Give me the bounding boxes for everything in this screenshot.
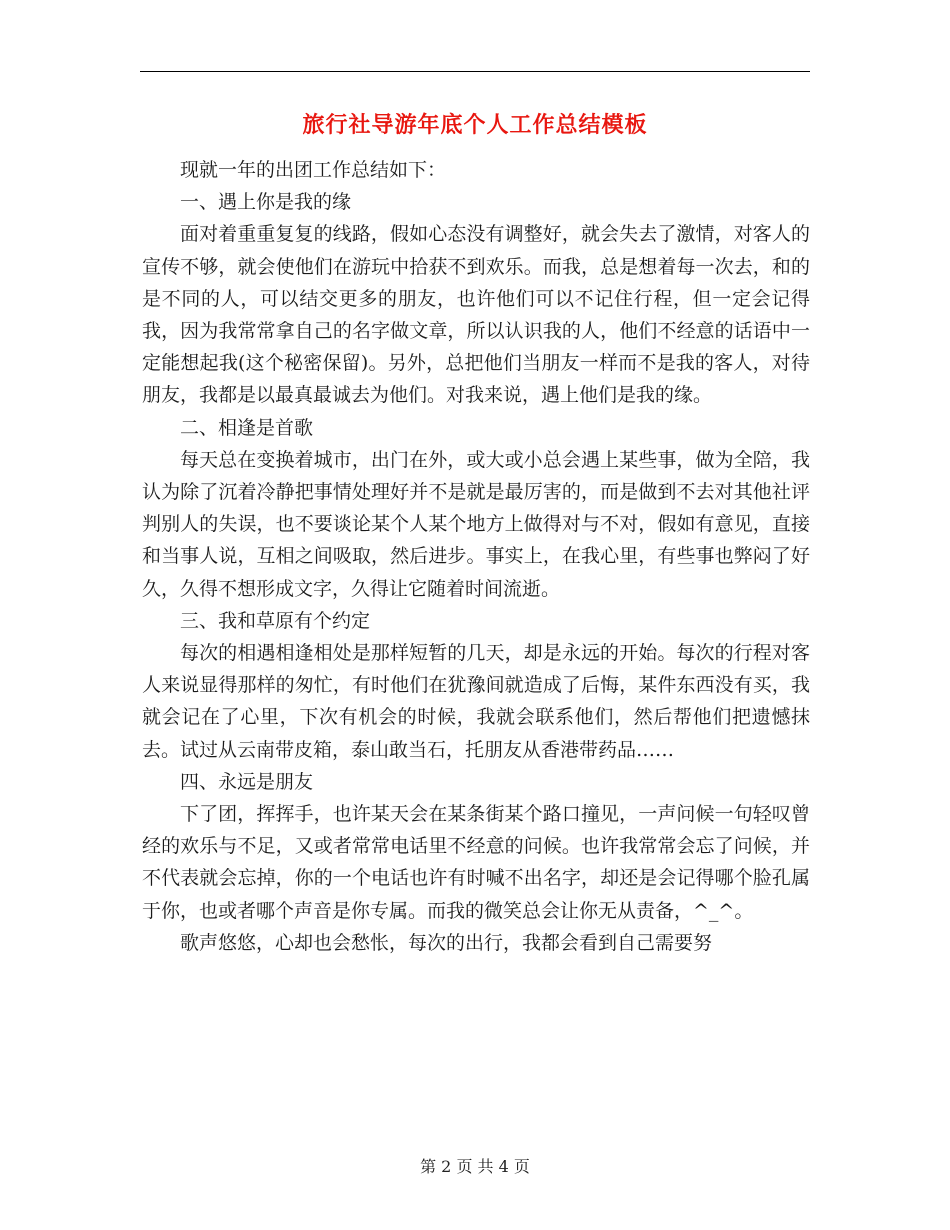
section-paragraph-2: 每天总在变换着城市，出门在外，或大或小总会遇上某些事，做为全陪，我认为除了沉着冷静把事情处理好并不是就是最厉害的，而是做到不去对其他社评判别人的失误，也不要谈论某个人某个地方上做得对与不对，假如有意见，直接和当事人说，互相之间吸取，然后进步。事实上，在我心里，有些事也弊闷了好久，久得不想形成文字，久得让它随着时间流逝。 <box>142 448 810 600</box>
header-rule <box>140 71 810 72</box>
document-body <box>142 154 810 959</box>
section-paragraph-3: 每次的相遇相逢相处是那样短暂的几天，却是永远的开始。每次的行程对客人来说显得那样的匆忙，有时他们在犹豫间就造成了后悔，某件东西没有买，我就会记在了心里，下次有机会的时候，我就会联系他们，然后帮他们把遗憾抹去。试过从云南带皮箱，泰山敢当石，托朋友从香港带药品…… <box>142 642 810 761</box>
section-heading-1: 一、遇上你是我的缘 <box>180 191 352 214</box>
section-paragraph-4: 下了团，挥挥手，也许某天会在某条街某个路口撞见，一声问候一句轻叹曾经的欢乐与不足，又或者常常电话里不经意的问候。也许我常常会忘了问候，并不代表就会忘掉，你的一个电话也许有时喊不出名字，却还是会记得哪个脸孔属于你，也或者哪个声音是你专属。而我的微笑总会让你无从责备，^_^。 <box>142 803 810 922</box>
section-heading-4: 四、永远是朋友 <box>180 770 314 793</box>
section-heading-3: 三、我和草原有个约定 <box>180 609 371 632</box>
section-heading-2: 二、相逢是首歌 <box>180 416 314 439</box>
closing-paragraph: 歌声悠悠，心却也会愁怅，每次的出行，我都会看到自己需要努 <box>180 931 713 954</box>
document-title: 旅行社导游年底个人工作总结模板 <box>302 112 648 138</box>
intro-paragraph: 现就一年的出团工作总结如下： <box>180 159 447 181</box>
page-number: 第 2 页 共 4 页 <box>420 1157 530 1176</box>
section-paragraph-1: 面对着重重复复的线路，假如心态没有调整好，就会失去了激情，对客人的宣传不够，就会使他们在游玩中拾获不到欢乐。而我，总是想着每一次去，和的是不同的人，可以结交更多的朋友，也许他们可以不记住行程，但一定会记得我，因为我常常拿自己的名字做文章，所以认识我的人，他们不经意的话语中一定能想起我(这个秘密保留)。另外，总把他们当朋友一样而不是我的客人，对待朋友，我都是以最真最诚去为他们。对我来说，遇上他们是我的缘。 <box>142 223 810 407</box>
